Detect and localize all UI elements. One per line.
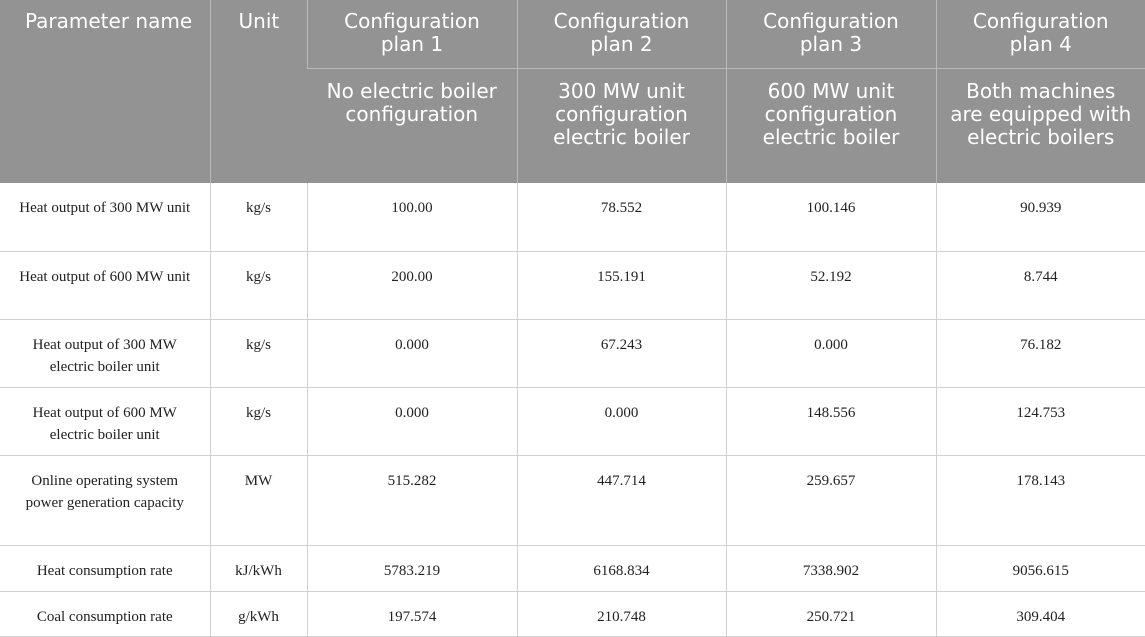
- row-value-plan-4: 309.404: [936, 591, 1145, 636]
- header-parameter-name: Parameter name: [0, 0, 210, 183]
- row-value-plan-3: 0.000: [726, 319, 936, 387]
- row-value-plan-2: 67.243: [517, 319, 726, 387]
- row-parameter: Heat consumption rate: [0, 545, 210, 591]
- header-plan-1-description: No electric boiler configuration: [307, 68, 517, 183]
- row-parameter: Online operating system power generation capacity: [0, 455, 210, 545]
- row-value-plan-1: 0.000: [307, 319, 517, 387]
- row-unit: kg/s: [210, 183, 307, 251]
- row-parameter: Heat output of 600 MW unit: [0, 251, 210, 319]
- row-unit: kg/s: [210, 251, 307, 319]
- header-plan-1: Configuration plan 1: [307, 0, 517, 68]
- header-plan-2: Configuration plan 2: [517, 0, 726, 68]
- row-unit: MW: [210, 455, 307, 545]
- row-value-plan-1: 515.282: [307, 455, 517, 545]
- header-row-plans: [0, 0, 1145, 68]
- row-value-plan-3: 7338.902: [726, 545, 936, 591]
- row-value-plan-4: 76.182: [936, 319, 1145, 387]
- table-row: [0, 183, 1145, 251]
- row-value-plan-1: 5783.219: [307, 545, 517, 591]
- row-parameter: Heat output of 600 MW electric boiler unit: [0, 387, 210, 455]
- header-plan-2-description: 300 MW unit configuration electric boiler: [517, 68, 726, 183]
- row-value-plan-3: 259.657: [726, 455, 936, 545]
- table-header: [0, 0, 1145, 183]
- row-value-plan-4: 178.143: [936, 455, 1145, 545]
- row-parameter: Heat output of 300 MW unit: [0, 183, 210, 251]
- row-unit: kJ/kWh: [210, 545, 307, 591]
- table-row: [0, 319, 1145, 387]
- header-unit: Unit: [210, 0, 307, 183]
- row-value-plan-3: 148.556: [726, 387, 936, 455]
- header-plan-4: Configuration plan 4: [936, 0, 1145, 68]
- table-row: [0, 545, 1145, 591]
- row-value-plan-2: 447.714: [517, 455, 726, 545]
- header-plan-3-description: 600 MW unit configuration electric boiler: [726, 68, 936, 183]
- table-row: [0, 455, 1145, 545]
- row-value-plan-1: 197.574: [307, 591, 517, 636]
- row-value-plan-4: 90.939: [936, 183, 1145, 251]
- row-value-plan-1: 200.00: [307, 251, 517, 319]
- row-unit: g/kWh: [210, 591, 307, 636]
- row-value-plan-3: 52.192: [726, 251, 936, 319]
- row-value-plan-2: 78.552: [517, 183, 726, 251]
- row-value-plan-2: 210.748: [517, 591, 726, 636]
- row-value-plan-2: 6168.834: [517, 545, 726, 591]
- row-unit: kg/s: [210, 387, 307, 455]
- row-value-plan-4: 124.753: [936, 387, 1145, 455]
- header-plan-4-description: Both machines are equipped with electric boilers: [936, 68, 1145, 183]
- row-unit: kg/s: [210, 319, 307, 387]
- table-row: [0, 387, 1145, 455]
- row-value-plan-4: 9056.615: [936, 545, 1145, 591]
- row-value-plan-1: 100.00: [307, 183, 517, 251]
- table-row: [0, 251, 1145, 319]
- row-value-plan-1: 0.000: [307, 387, 517, 455]
- row-value-plan-2: 0.000: [517, 387, 726, 455]
- header-plan-3: Configuration plan 3: [726, 0, 936, 68]
- row-value-plan-4: 8.744: [936, 251, 1145, 319]
- table-body: [0, 183, 1145, 636]
- row-value-plan-3: 100.146: [726, 183, 936, 251]
- row-parameter: Coal consumption rate: [0, 591, 210, 636]
- row-parameter: Heat output of 300 MW electric boiler unit: [0, 319, 210, 387]
- row-value-plan-2: 155.191: [517, 251, 726, 319]
- row-value-plan-3: 250.721: [726, 591, 936, 636]
- table-row: [0, 591, 1145, 636]
